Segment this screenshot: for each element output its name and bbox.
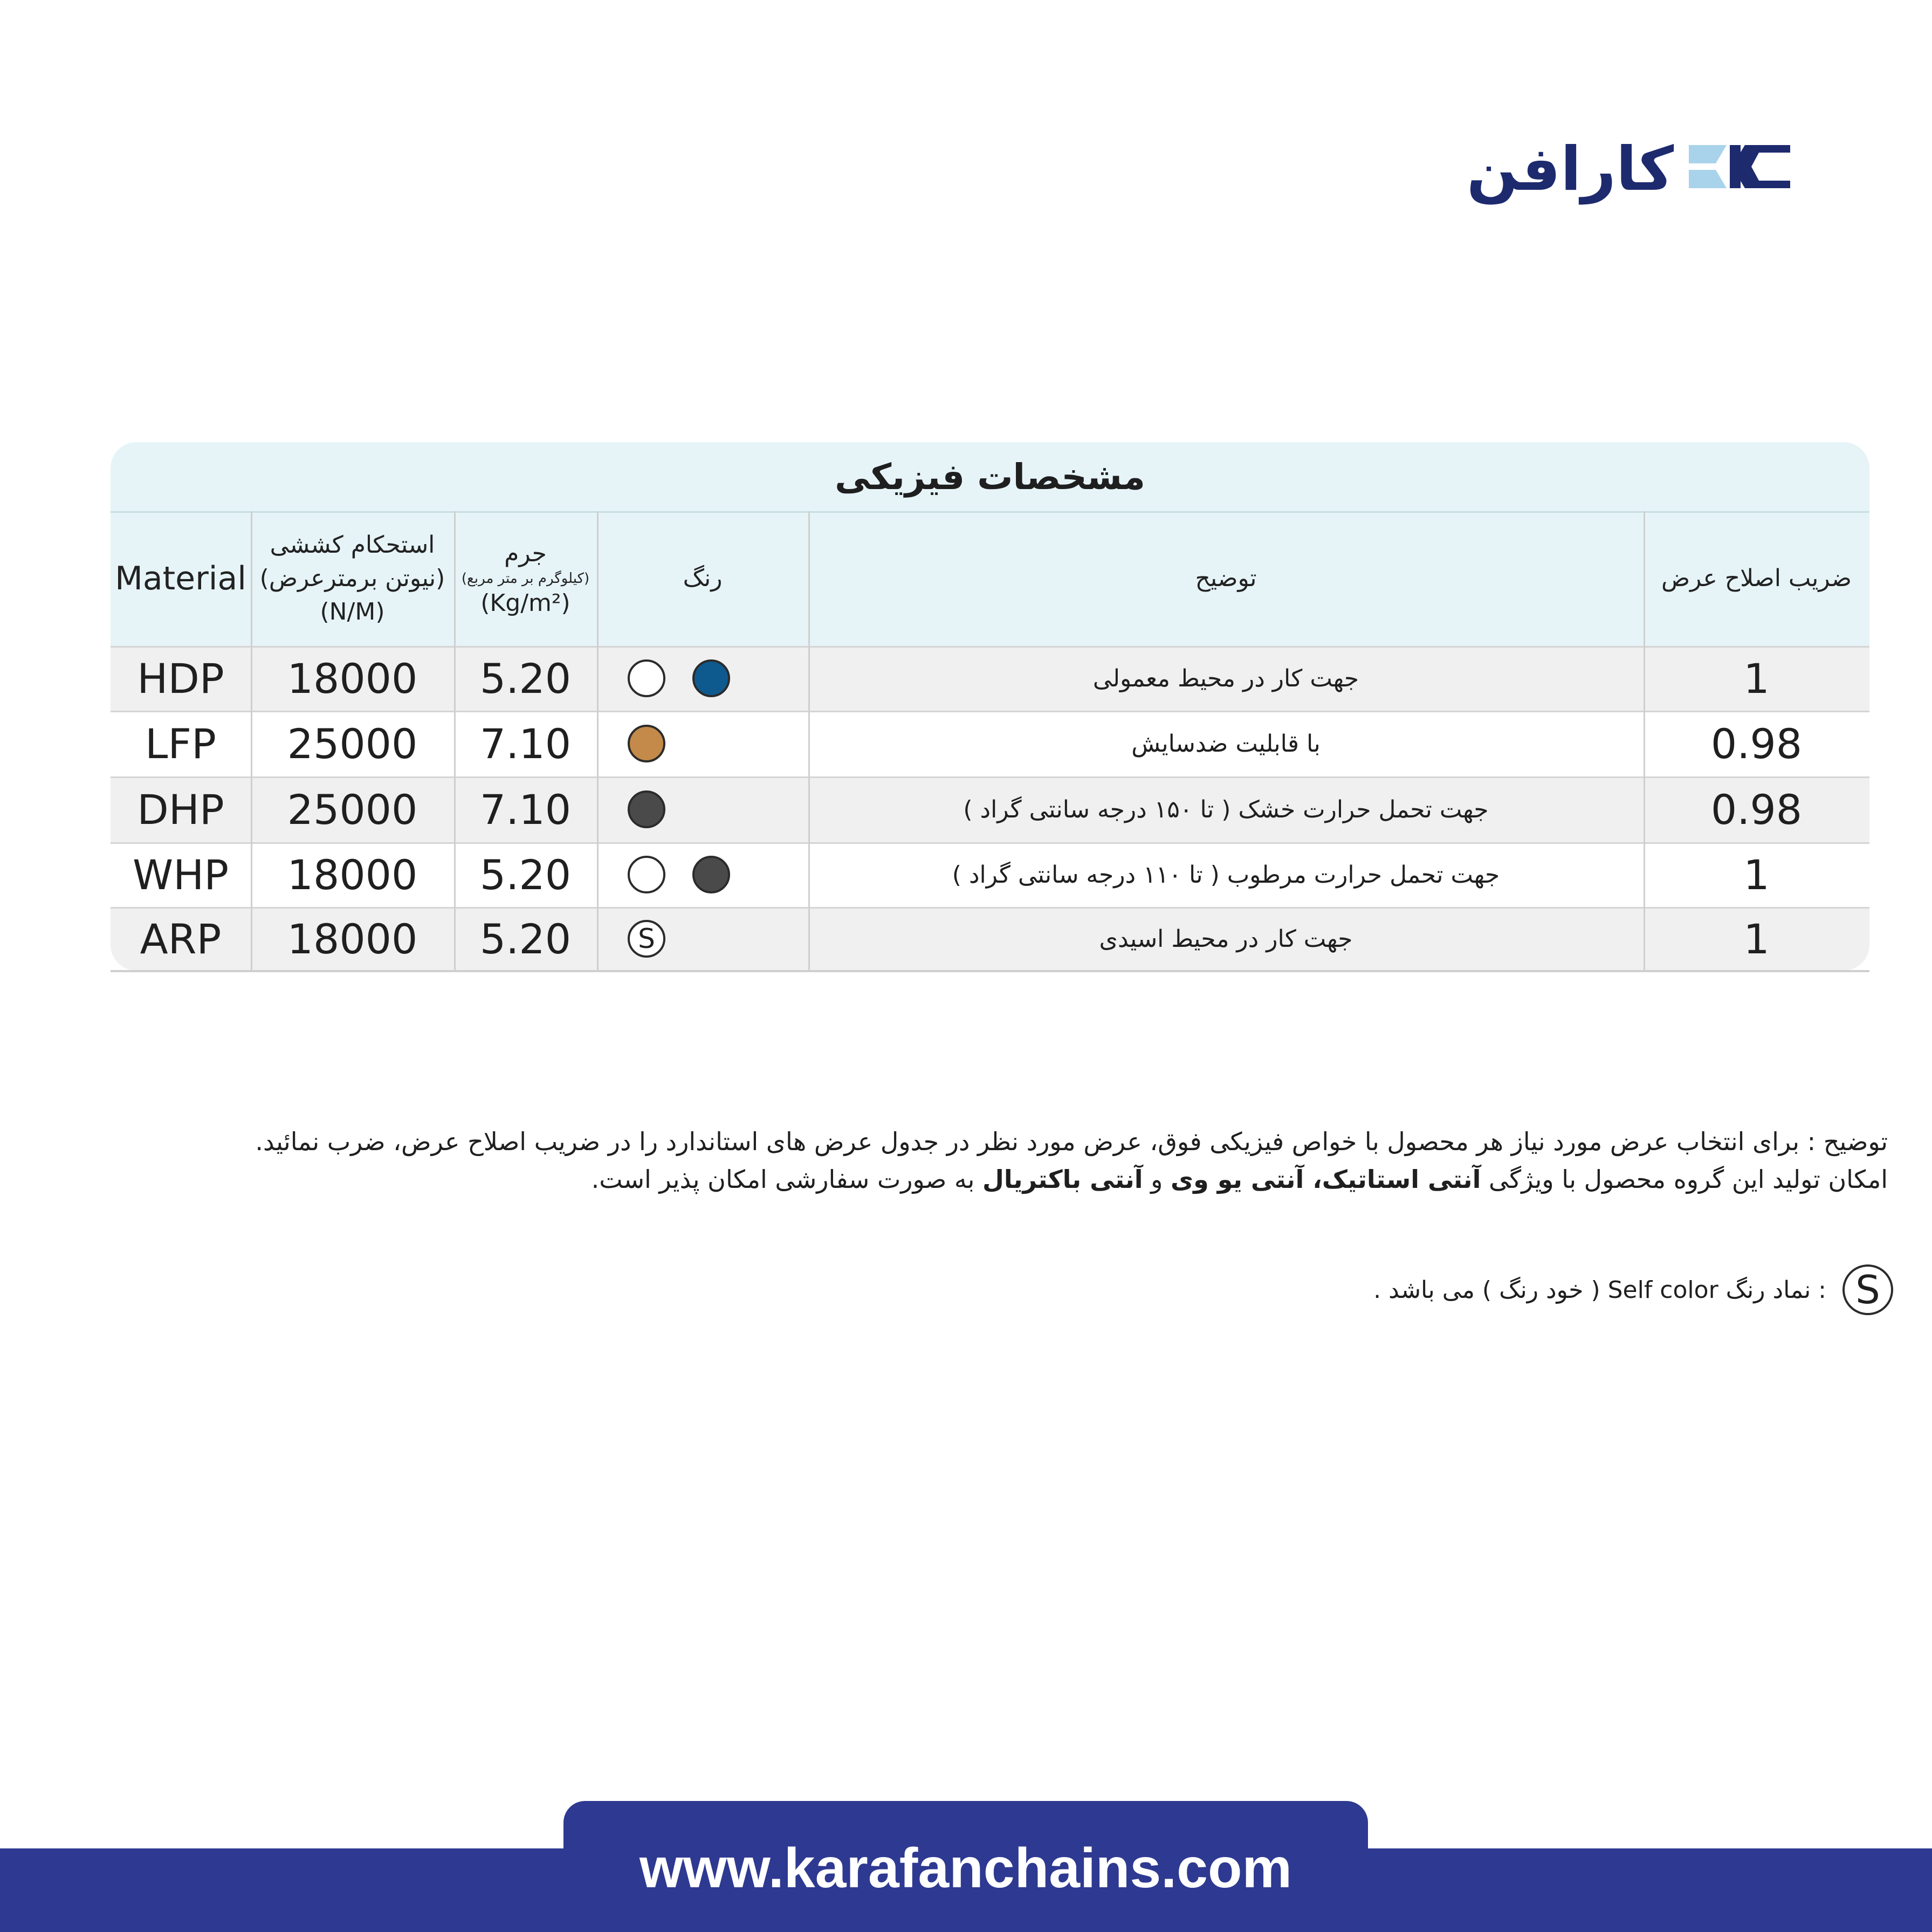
notes-paragraph <box>92 1123 1888 1198</box>
color-cell <box>597 907 808 971</box>
cell-mass: 5.20 <box>479 654 572 703</box>
cell-mass: 7.10 <box>479 785 572 834</box>
tensile-cell <box>251 711 454 776</box>
coefficient-cell <box>1644 776 1869 842</box>
description-cell <box>808 776 1644 842</box>
mass-cell <box>454 711 597 776</box>
header-material-label: Material <box>115 560 246 597</box>
tensile-cell <box>251 646 454 711</box>
description-cell <box>808 646 1644 711</box>
header-material <box>111 511 251 646</box>
header-description <box>808 511 1644 646</box>
note-line-1: توضیح : برای انتخاب عرض مورد نیاز هر محصول با خواص فیزیکی فوق، عرض مورد نظر در جدول عرض های استاندارد را در ضریب اصلاح عرض، ضرب نمائید. <box>255 1127 1888 1156</box>
header-description-label: توضیح <box>1195 565 1257 592</box>
cell-tensile: 18000 <box>287 850 418 899</box>
header-tensile <box>251 511 454 646</box>
description-cell <box>808 907 1644 971</box>
color-swatch-white <box>628 659 665 697</box>
description-cell <box>808 842 1644 907</box>
header-mass-sublabel: (کیلوگرم بر متر مربع) <box>461 570 590 587</box>
cell-coefficient: 1 <box>1743 915 1770 963</box>
color-swatch-blue <box>692 659 730 697</box>
brand-logo <box>1467 134 1790 204</box>
self-color-icon: S <box>1842 1264 1893 1315</box>
header-tensile-unit: (N/M) <box>320 598 385 625</box>
mass-cell <box>454 776 597 842</box>
header-color <box>597 511 808 646</box>
table-bottom-rule <box>111 970 1869 972</box>
color-swatch-dark <box>628 790 665 828</box>
description-cell <box>808 711 1644 776</box>
header-mass <box>454 511 597 646</box>
coefficient-cell <box>1644 711 1869 776</box>
coefficient-cell <box>1644 646 1869 711</box>
header-tensile-label: استحکام کششی <box>270 531 435 559</box>
material-cell <box>111 842 251 907</box>
mass-cell <box>454 646 597 711</box>
note-line-2 <box>92 1160 1888 1198</box>
note-line-2-and: و <box>1143 1165 1171 1194</box>
self-color-legend-text: : نماد رنگ Self color ( خود رنگ ) می باشد . <box>1373 1276 1826 1304</box>
material-cell <box>111 711 251 776</box>
cell-description: جهت کار در محیط اسیدی <box>1099 925 1353 953</box>
note-line-2-start: امکان تولید این گروه محصول با ویژگی <box>1481 1165 1888 1194</box>
color-cell <box>597 842 808 907</box>
header-mass-label: جرم <box>504 540 547 567</box>
cell-tensile: 25000 <box>287 719 418 768</box>
note-line-2-end: به صورت سفارشی امکان پذیر است. <box>591 1165 983 1194</box>
cell-mass: 5.20 <box>479 915 572 963</box>
material-cell <box>111 646 251 711</box>
physical-specs-table <box>111 442 1869 971</box>
color-cell <box>597 646 808 711</box>
website-link[interactable]: www.karafanchains.com <box>640 1837 1292 1900</box>
header-color-label: رنگ <box>683 565 723 592</box>
cell-material: ARP <box>140 915 222 963</box>
header-mass-unit: (Kg/m²) <box>480 589 570 617</box>
cell-tensile: 18000 <box>287 654 418 703</box>
mass-cell <box>454 907 597 971</box>
cell-coefficient: 1 <box>1743 654 1770 703</box>
self-color-legend <box>1373 1264 1893 1315</box>
coefficient-cell <box>1644 907 1869 971</box>
color-cell <box>597 711 808 776</box>
color-swatch-dark <box>692 856 730 893</box>
color-swatch-tan <box>628 725 665 762</box>
material-cell <box>111 907 251 971</box>
tensile-cell <box>251 842 454 907</box>
tensile-cell <box>251 776 454 842</box>
cell-description: جهت تحمل حرارت مرطوب ( تا ۱۱۰ درجه سانتی گراد ) <box>952 861 1500 889</box>
cell-description: جهت کار در محیط معمولی <box>1092 664 1359 692</box>
coefficient-cell <box>1644 842 1869 907</box>
cell-material: WHP <box>132 850 229 899</box>
cell-material: LFP <box>145 719 216 768</box>
cell-coefficient: 0.98 <box>1710 719 1803 768</box>
cell-tensile: 18000 <box>287 915 418 963</box>
note-feature-antistatic-antiuv: آنتی استاتیک، آنتی یو وی <box>1171 1165 1481 1194</box>
cell-tensile: 25000 <box>287 785 418 834</box>
header-tensile-sublabel: (نیوتن برمترعرض) <box>259 565 445 592</box>
logo-wordmark: کارافن <box>1467 134 1674 204</box>
table-title: مشخصات فیزیکی <box>111 442 1869 511</box>
note-feature-antibacterial: آنتی باکتریال <box>982 1165 1143 1194</box>
cell-coefficient: 0.98 <box>1710 785 1803 834</box>
cell-material: HDP <box>137 654 224 703</box>
header-coefficient <box>1644 511 1869 646</box>
cell-mass: 5.20 <box>479 850 572 899</box>
tensile-cell <box>251 907 454 971</box>
color-swatch-white <box>628 856 665 893</box>
material-cell <box>111 776 251 842</box>
cell-mass: 7.10 <box>479 719 572 768</box>
cell-description: با قابلیت ضدسایش <box>1131 730 1321 758</box>
color-cell <box>597 776 808 842</box>
kf-chevron-logo-icon <box>1689 145 1790 188</box>
cell-material: DHP <box>137 785 224 834</box>
cell-description: جهت تحمل حرارت خشک ( تا ۱۵۰ درجه سانتی گراد ) <box>963 795 1489 823</box>
cell-coefficient: 1 <box>1743 850 1770 899</box>
mass-cell <box>454 842 597 907</box>
self-color-icon: S <box>628 920 665 958</box>
header-coefficient-label: ضریب اصلاح عرض <box>1661 565 1852 592</box>
